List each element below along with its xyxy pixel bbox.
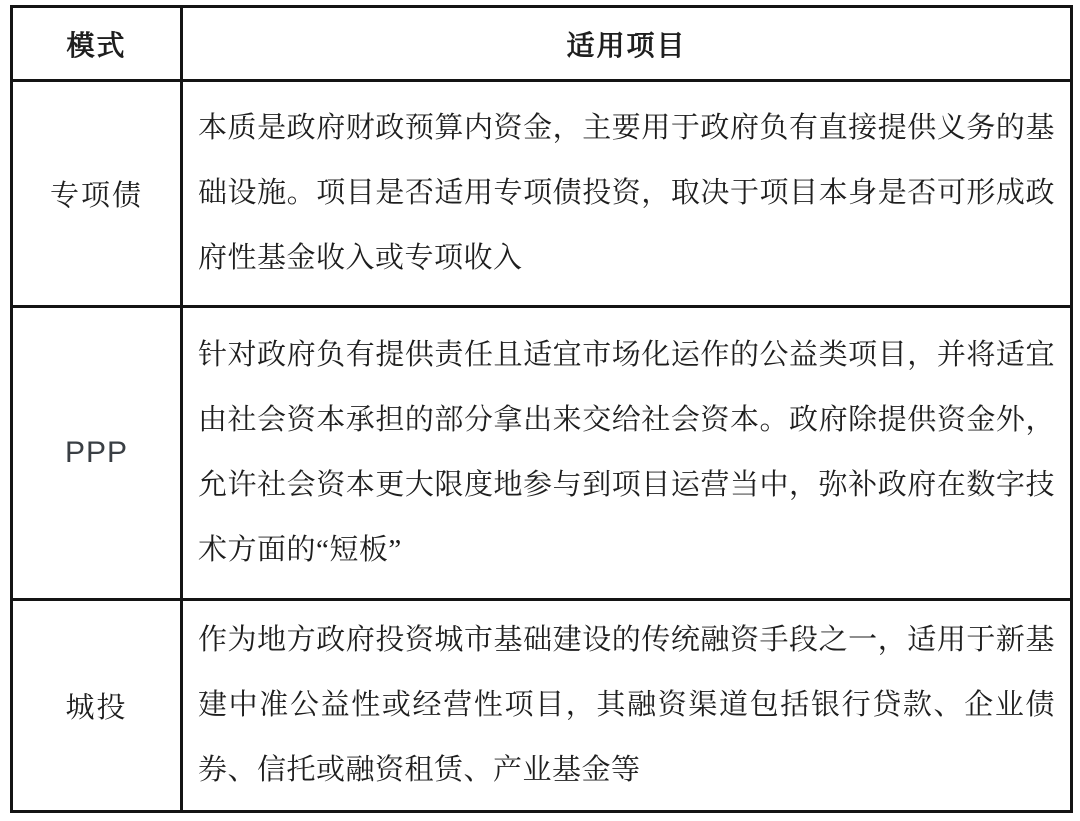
table-header-row [12, 7, 1072, 81]
mode-cell-chengtou: 城投 [12, 600, 182, 812]
header-cell-projects: 适用项目 [182, 7, 1072, 81]
header-cell-mode: 模式 [12, 7, 182, 81]
table-row [12, 307, 1072, 600]
table-row [12, 600, 1072, 812]
description-cell-ppp: 针对政府负有提供责任且适宜市场化运作的公益类项目，并将适宜由社会资本承担的部分拿出来交给社会资本。政府除提供资金外，允许社会资本更大限度地参与到项目运营当中，弥补政府在数字技术方面的“短板” [182, 307, 1072, 600]
mode-cell-special-bond: 专项债 [12, 81, 182, 307]
financing-mode-table [10, 5, 1073, 813]
description-cell-chengtou: 作为地方政府投资城市基础建设的传统融资手段之一，适用于新基建中准公益性或经营性项目，其融资渠道包括银行贷款、企业债券、信托或融资租赁、产业基金等 [182, 600, 1072, 812]
mode-cell-ppp: PPP [12, 307, 182, 600]
table-row [12, 81, 1072, 307]
description-cell-special-bond: 本质是政府财政预算内资金，主要用于政府负有直接提供义务的基础设施。项目是否适用专项债投资，取决于项目本身是否可形成政府性基金收入或专项收入 [182, 81, 1072, 307]
